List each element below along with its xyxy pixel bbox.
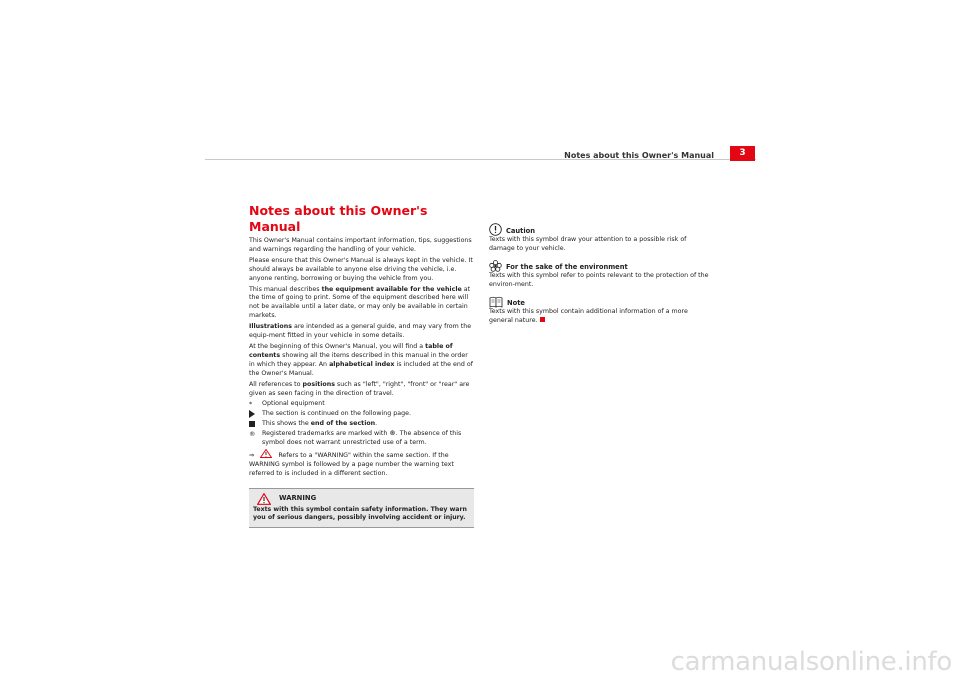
legend-item-end: This shows the end of the section.	[249, 420, 474, 429]
note-icon	[489, 296, 503, 308]
page-number: 3	[730, 146, 755, 161]
warning-icon	[257, 493, 271, 505]
watermark: carmanualsonline.info	[670, 647, 952, 677]
environment-heading: For the sake of the environment	[489, 260, 713, 272]
flower-icon	[489, 260, 502, 272]
caution-text: Texts with this symbol draw your attention to a possible risk of damage to your vehicle.	[489, 236, 687, 252]
note-text: Texts with this symbol contain additional information of a more general nature.	[489, 307, 688, 324]
end-marker-icon	[540, 317, 545, 322]
warning-text: Texts with this symbol contain safety information. They warn you of serious dangers, possibly involving accident or injury.	[253, 505, 467, 522]
running-header-title: Notes about this Owner's Manual	[564, 151, 714, 160]
reference-arrow: ⇒	[249, 451, 255, 459]
positions-paragraph: All references to positions such as "left", "right", "front" or "rear" are given as seen facing in the direction of travel.	[249, 380, 470, 397]
end-of-section-icon	[249, 421, 255, 427]
illustrations-paragraph: Illustrations are intended as a general guide, and may vary from the equip-ment fitted in your vehicle in some details.	[249, 323, 472, 340]
symbol-legend	[249, 400, 474, 448]
intro-paragraph: This Owner's Manual contains important information, tips, suggestions and warnings regarding the handling of your vehicle.	[249, 237, 472, 253]
caution-heading: Caution	[489, 223, 713, 236]
warning-box	[249, 488, 474, 528]
warning-title: WARNING	[279, 494, 317, 503]
note-heading: Note	[489, 296, 713, 308]
contents-paragraph: At the beginning of this Owner's Manual, you will find a table of contents showing all the items described in this manual in the order in which they appear. An alphabetical index is included at the end of the Owner's Manual.	[249, 342, 473, 377]
right-column	[489, 223, 713, 327]
legend-item-optional: * Optional equipment	[249, 400, 325, 409]
registered-icon: ®	[249, 430, 256, 439]
environment-text: Texts with this symbol refer to points relevant to the protection of the environ-ment.	[489, 271, 709, 288]
legend-item-trademark: ® Registered trademarks are marked with ®. The absence of this symbol does not warrant unrestricted use of a term.	[249, 430, 462, 447]
page-title: Notes about this Owner's Manual	[249, 203, 428, 234]
legend-item-continued: The section is continued on the following page.	[249, 410, 474, 419]
continue-arrow-icon	[249, 410, 255, 418]
equipment-paragraph: This manual describes the equipment available for the vehicle at the time of going to print. Some of the equipment described here will not be available until a later date, or may only be available in certain markets.	[249, 285, 471, 320]
caution-icon	[489, 223, 502, 236]
warning-triangle-icon	[260, 449, 272, 458]
asterisk-marker: *	[249, 400, 253, 409]
keep-manual-paragraph: Please ensure that this Owner's Manual is always kept in the vehicle. It should always be available to anyone else driving the vehicle, i.e. anyone renting, borrowing or buying the vehicle from you.	[249, 256, 473, 282]
left-column	[249, 203, 474, 528]
warning-reference-paragraph: ⇒ Refers to a "WARNING" within the same section. If the WARNING symbol is followed by a page number the warning text referred to is included in a different section.	[249, 449, 474, 479]
